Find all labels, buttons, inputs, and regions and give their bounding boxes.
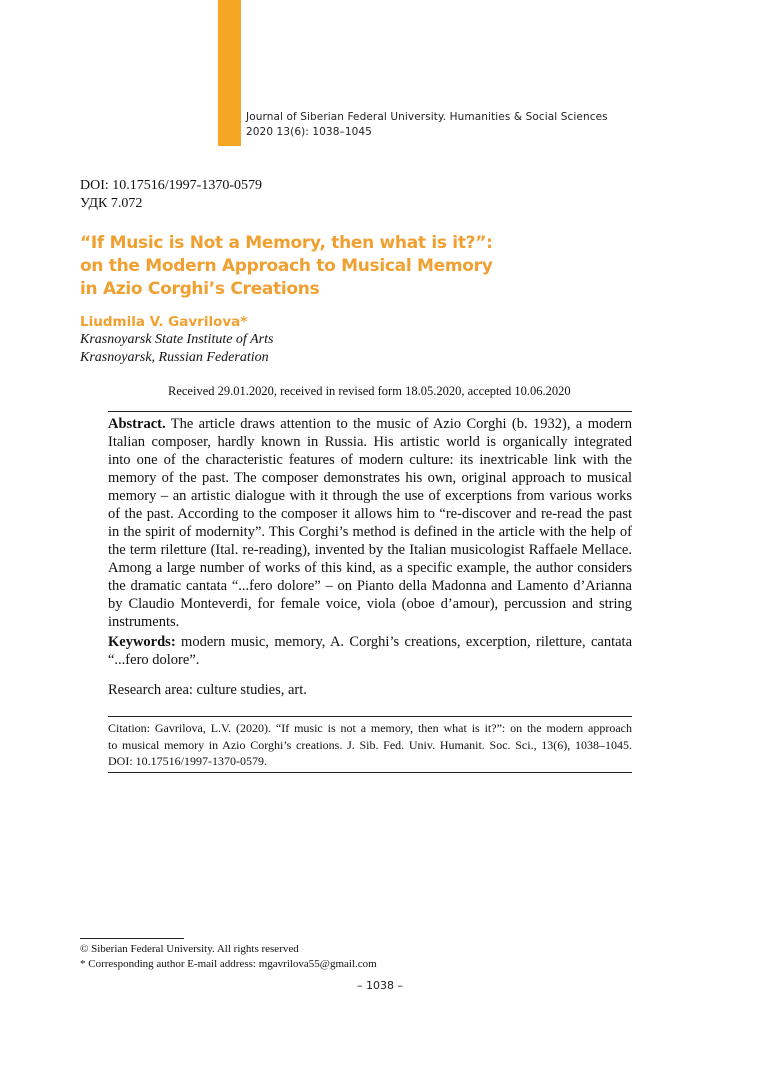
- page-number: – 1038 –: [357, 979, 403, 992]
- received-dates: Received 29.01.2020, received in revised form 18.05.2020, accepted 10.06.2020: [168, 384, 571, 398]
- abstract-line: Italian composer, hardly known in Russia. His artistic world is organically integrated: [108, 434, 632, 450]
- corresponding-author-note: * Corresponding author E-mail address: mgavrilova55@gmail.com: [80, 958, 377, 970]
- abstract-line: the dramatic cantata “...fero dolore” – on Pianto della Madonna and Lamento d’Arianna: [108, 578, 632, 594]
- doi: DOI: 10.17516/1997-1370-0579: [80, 178, 262, 193]
- author-name: Liudmila V. Gavrilova*: [80, 314, 248, 330]
- abstract-line: into one of the characteristic features of modern culture: its inextricable link with the: [108, 452, 632, 468]
- abstract-line: the term riletture (Ital. re-reading), invented by the Italian musicologist Raffaele Mellace.: [108, 542, 632, 558]
- keywords-line: Keywords: modern music, memory, A. Corghi’s creations, excerption, riletture, cantata: [108, 634, 632, 650]
- article-title-line-3: in Azio Corghi’s Creations: [80, 279, 320, 299]
- citation: [108, 720, 632, 770]
- keywords-line: “...fero dolore”.: [108, 652, 200, 668]
- abstract: [108, 415, 632, 631]
- author-institution: Krasnoyarsk State Institute of Arts: [80, 332, 274, 347]
- keywords: [108, 633, 632, 669]
- article-title-line-2: on the Modern Approach to Musical Memory: [80, 256, 493, 276]
- citation-top-rule: [108, 716, 632, 717]
- udc: УДК 7.072: [80, 196, 143, 211]
- author-location: Krasnoyarsk, Russian Federation: [80, 350, 269, 365]
- abstract-line: in the spirit of modernity”. This Corghi’s method is defined in the article with the help of: [108, 524, 632, 540]
- citation-bottom-rule: [108, 772, 632, 773]
- abstract-line: instruments.: [108, 614, 180, 630]
- research-area: Research area: culture studies, art.: [108, 682, 307, 698]
- abstract-line: Abstract. The article draws attention to the music of Azio Corghi (b. 1932), a modern: [108, 416, 632, 432]
- journal-issue: 2020 13(6): 1038–1045: [246, 126, 372, 138]
- journal-accent-bar: [218, 0, 241, 146]
- journal-name: Journal of Siberian Federal University. Humanities & Social Sciences: [246, 111, 608, 123]
- footnote-rule: [80, 938, 184, 939]
- abstract-line: memory of the past. The composer demonstrates his own, original approach to musical: [108, 470, 632, 486]
- citation-line: Citation: Gavrilova, L.V. (2020). “If music is not a memory, then what is it?”: on the modern approach: [108, 721, 632, 735]
- abstract-line: memory – an artistic dialogue with it through the use of excerptions from various works: [108, 488, 632, 504]
- keywords-label: Keywords:: [108, 634, 176, 650]
- citation-line: DOI: 10.17516/1997-1370-0579.: [108, 754, 267, 768]
- copyright-note: © Siberian Federal University. All rights reserved: [80, 943, 299, 955]
- article-title-line-1: “If Music is Not a Memory, then what is it?”:: [80, 233, 493, 253]
- abstract-label: Abstract.: [108, 416, 166, 432]
- abstract-top-rule: [108, 411, 632, 412]
- abstract-line: Among a large number of works of this kind, as a specific example, the author considers: [108, 560, 632, 576]
- abstract-line: by Claudio Monteverdi, for female voice, viola (oboe d’amour), percussion and string: [108, 596, 632, 612]
- citation-line: to musical memory in Azio Corghi’s creations. J. Sib. Fed. Univ. Humanit. Soc. Sci., 13(6), 1038–1045.: [108, 737, 632, 752]
- abstract-line: of the past. According to the composer it allows him to “re-discover and re-read the past: [108, 506, 632, 522]
